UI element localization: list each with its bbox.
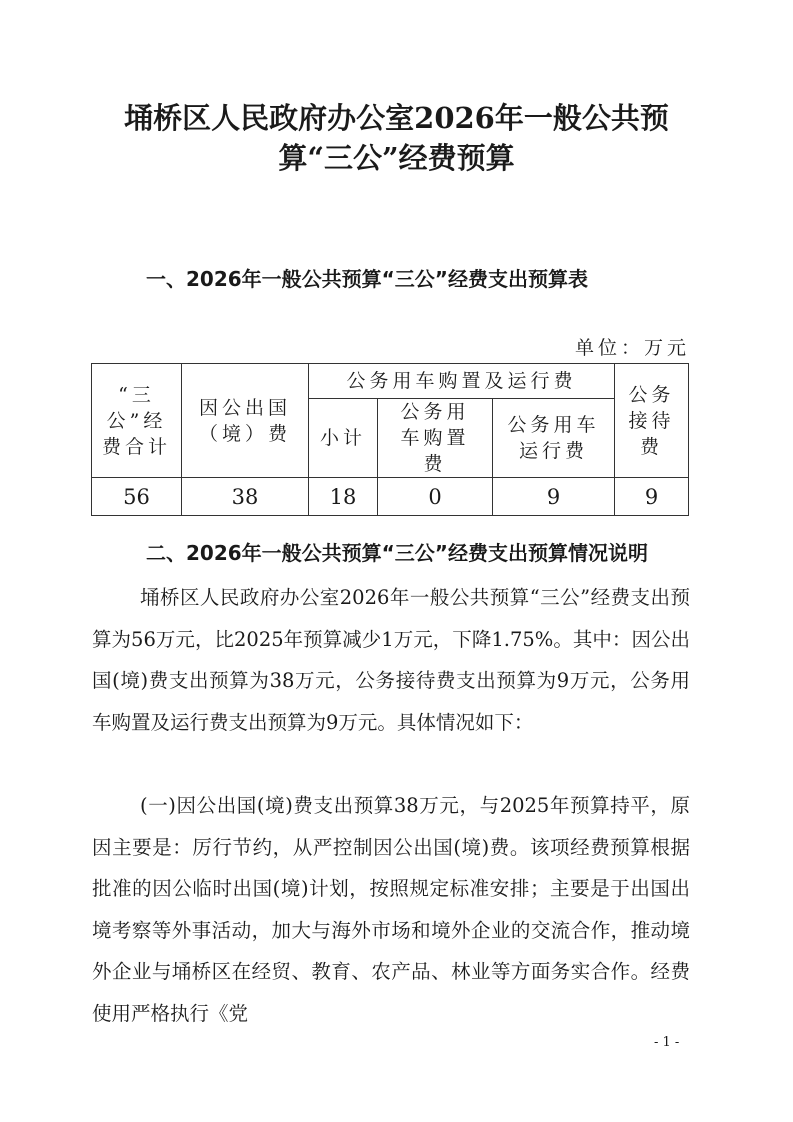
section-1-heading: 一、2026年一般公共预算“三公”经费支出预算表 <box>146 267 588 291</box>
value-overseas: 38 <box>182 478 309 516</box>
value-subtotal: 18 <box>309 478 378 516</box>
document-title-line-2: 算“三公”经费预算 <box>278 141 515 175</box>
budget-table <box>91 363 689 516</box>
value-reception: 9 <box>615 478 689 516</box>
header-reception: 公务接待费 <box>615 364 689 478</box>
document-title-line-1: 埇桥区人民政府办公室2026年一般公共预 <box>124 101 669 135</box>
page-number: - 1 - <box>654 1035 680 1050</box>
header-vehicle-purchase: 公务用车购置费 <box>378 399 493 478</box>
header-vehicle-operation: 公务用车运行费 <box>493 399 615 478</box>
header-overseas: 因公出国（境）费 <box>182 364 309 478</box>
paragraph-overseas-expense: (一)因公出国(境)费支出预算38万元，与2025年预算持平，原因主要是：厉行节约，从严控制因公出国(境)费。该项经费预算根据批准的因公临时出国(境)计划，按照规定标准安排；主要是于出国出境考察等外事活动，加大与海外市场和境外企业的交流合作，推动境外企业与埇桥区在经贸、教育、农产品、林业等方面务实合作。经费使用严格执行《党 <box>92 794 690 1025</box>
table-header-row <box>92 364 689 399</box>
table-row <box>92 478 689 516</box>
section-2-heading: 二、2026年一般公共预算“三公”经费支出预算情况说明 <box>146 541 648 565</box>
header-total: “三公”经费合计 <box>92 364 182 478</box>
value-total: 56 <box>92 478 182 516</box>
value-vehicle-purchase: 0 <box>378 478 493 516</box>
unit-label: 单位：万元 <box>574 337 690 359</box>
value-vehicle-operation: 9 <box>493 478 615 516</box>
paragraph-summary: 埇桥区人民政府办公室2026年一般公共预算“三公”经费支出预算为56万元，比2025年预算减少1万元，下降1.75%。其中：因公出国(境)费支出预算为38万元，公务接待费支出预算为9万元，公务用车购置及运行费支出预算为9万元。具体情况如下： <box>92 586 690 734</box>
header-vehicle-group: 公务用车购置及运行费 <box>309 364 615 399</box>
header-subtotal: 小计 <box>309 399 378 478</box>
